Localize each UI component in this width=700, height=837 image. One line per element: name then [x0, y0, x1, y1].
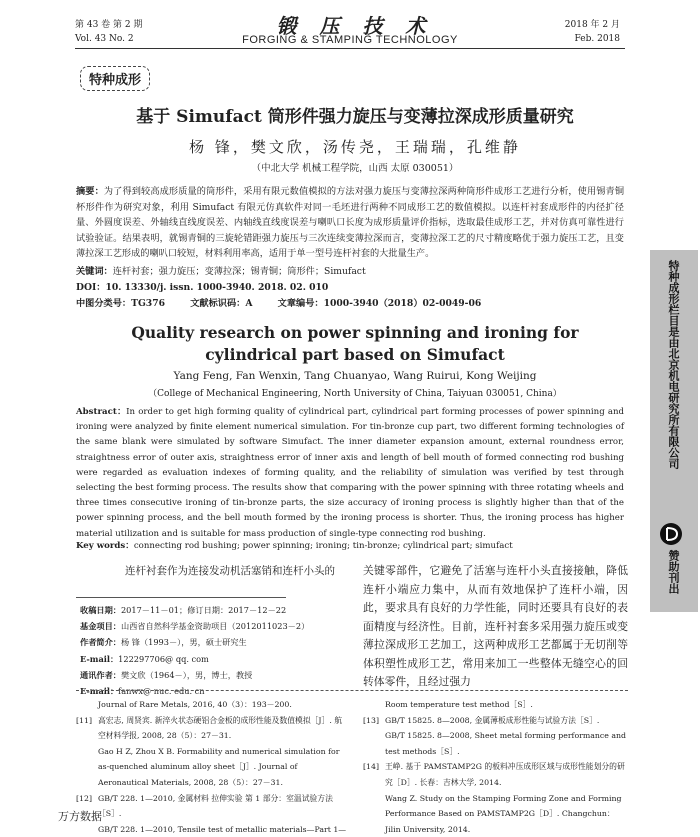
abstract-en-label: Abstract：: [76, 407, 127, 417]
article-number: 文章编号：1000-3940（2018）02-0049-06: [277, 298, 482, 309]
note-author: 作者简介：杨 锋（1993－），男，硕士研究生: [80, 637, 247, 648]
references-right: [363, 697, 628, 837]
authors-cn: 杨 锋，樊文欣，汤传尧，王瑞瑞，孔维静: [189, 138, 521, 156]
abstract-en: [76, 405, 624, 542]
reference-item: [11] 高宏志, 周贤宾. 新淬火状态硬铝合金板的成形性能及数值模拟［J］. 航空材料学报, 2008, 28（5）：27－31.: [76, 715, 343, 741]
reference-item: [12] GB/T 228. 1—2010, 金属材料 拉伸实验 第 1 部分：室温试验方法［S］.: [76, 793, 333, 819]
reference-item: Journal of Rare Metals, 2016, 40（3）：193－200.: [98, 700, 292, 709]
document-code: 文献标识码：A: [190, 298, 253, 309]
header-date: [565, 18, 620, 46]
date-cn: 2018 年 2 月: [564, 20, 620, 30]
keywords-cn-label: 关键词：: [76, 266, 113, 277]
title-cn: 基于 Simufact 筒形件强力旋压与变薄拉深成形质量研究: [136, 107, 574, 127]
note-email2: E-mail：fanwx@ nuc. edu. cn: [80, 686, 205, 697]
reference-item: GB/T 15825. 8—2008, Sheet metal forming performance and test methods［S］.: [385, 731, 627, 756]
references-left: [76, 697, 348, 837]
authors-en: Yang Feng, Fan Wenxin, Tang Chuanyao, Wang Ruirui, Kong Weijing: [173, 370, 537, 382]
reference-item: GB/T 228. 1—2010, Tensile test of metallic materials—Part 1—: [98, 824, 347, 834]
abstract-cn: [76, 184, 624, 262]
abstract-cn-text: 为了得到较高成形质量的筒形件，采用有限元数值模拟的方法对强力旋压与变薄拉深两种筒形件成形工艺进行分析，使用锡青铜杯形件作为研究对象，利用 Simufact 有限元仿真软件对同一毛坯进行两种不同成形工艺的数值模拟。以连杆衬套成形件的内径扩径量、外圆度误差、外轴线直线度误差、内轴线直线度误差与喇叭口长度为成形质量评价指标，选取最佳成形工艺，并对仿真可靠性进行试验验证。结果表明，就锡青铜的三旋轮错距强力旋压与三次连续变薄拉深而言，变薄拉深工艺的尺寸精度略优于强力旋压工艺，且变薄拉深工艺形成的喇叭口较短，材料利用率高，适用于单一型号连杆衬套的大批量生产。: [76, 186, 625, 259]
note-received: 收稿日期：2017－11－01；修订日期：2017－12－22: [80, 605, 287, 615]
volume-cn: 第 43 卷 第 2 期: [75, 20, 143, 30]
sponsor-text: 特种成形栏目是由北京机电研究所有限公司: [667, 260, 680, 469]
keywords-en: [76, 539, 624, 555]
section-tag: 特种成形: [80, 66, 150, 91]
footer-watermark: 万方数据: [58, 811, 102, 823]
abstract-cn-label: 摘要：: [76, 186, 104, 197]
affiliation-cn: （中北大学 机械工程学院，山西 太原 030051）: [251, 163, 459, 174]
body-text-left: 连杆衬套作为连接发动机活塞销和连杆小头的: [125, 565, 335, 577]
affiliation-en: （College of Mechanical Engineering, North University of China, Taiyuan 030051, China）: [148, 389, 562, 399]
footnote-rule: [76, 597, 286, 598]
header-rule: [75, 48, 625, 49]
reference-item: [14] 王峥. 基于 PAMSTAMP2G 的板料冲压成形区域与成形性能划分的研究［D］. 长春：吉林大学, 2014.: [363, 762, 625, 787]
note-fund: 基金项目：山西省自然科学基金资助项目（2012011023－2）: [80, 621, 310, 632]
clc-number: 中图分类号：TG376: [76, 298, 165, 309]
volume-en: Vol. 43 No. 2: [75, 34, 134, 44]
journal-title-en: FORGING & STAMPING TECHNOLOGY: [242, 34, 458, 46]
reference-item: Room temperature test method［S］.: [385, 700, 533, 709]
body-text-right: 关键零部件，它避免了活塞与连杆小头直接接触，降低连杆小端应力集中，从而有效地保护了连杆小端，因此，要求具有良好的力学性能，同时还要具有良好的表面精度与经济性。目前，连杆衬套多采用强力旋压或变薄拉深成形工艺加工，这两种成形工艺都属于无切削等体积塑性成形工艺，常用来加工一些整体无缝空心的回转体零件，且经过强力: [363, 564, 628, 688]
note-email1: E-mail：122297706@ qq. com: [80, 653, 209, 664]
doi: DOI：10. 13330/j. issn. 1000-3940. 2018. 02. 010: [76, 282, 329, 293]
abstract-en-text: In order to get high forming quality of cylindrical part, cylindrical part forming processes of power spinning and ironing were analyzed by finite element numerical simulation. For tin-bronze cup part, two different forming technologies of the same blank were simulated by software Simufact. The inner diameter expansion amount, external roundness error, straightness error of outer axis, straightness error of inner axis and length of bell mouth of formed connecting rod bushing were regarded as evaluation indexes of forming quality, and the reliability of simulation was verified by test through selecting the best forming process. The results show that comparing with the power spinning with three rotating wheels and three times consecutive ironing of tin-bronze parts, the size accuracy of ironing process is slightly higher than that of the power spinning process, and the bell mouth formed by the ironing process is shorter. Thus, the ironing process has higher material utilization and is suitable for mass production of single-type connecting rod bushing.: [76, 407, 624, 539]
classification: [76, 296, 624, 312]
reference-item: [13] GB/T 15825. 8—2008, 金属薄板成形性能与试验方法［S］.: [363, 715, 600, 725]
sponsor-logo-icon: [659, 522, 683, 546]
sponsor-text-2: 赞助刊出: [667, 550, 680, 594]
date-en: Feb. 2018: [574, 34, 620, 44]
keywords-en-label: Key words：: [76, 541, 134, 551]
title-en: Quality research on power spinning and ironing for cylindrical part based on Simufact: [131, 323, 579, 364]
footnotes: [80, 602, 350, 699]
reference-item: Gao H Z, Zhou X B. Formability and numerical simulation for as-quenched aluminum alloy sheet［J］. Journal of Aeronautical Materials, 2008, 28（5）：27－31.: [98, 746, 340, 787]
keywords-cn: [76, 264, 624, 280]
reference-divider: [76, 690, 628, 691]
keywords-en-text: connecting rod bushing; power spinning; ironing; tin-bronze; cylindrical part; simufact: [133, 541, 513, 551]
journal-title-cn: 锻 压 技 术: [276, 14, 434, 38]
keywords-cn-text: 连杆衬套；强力旋压；变薄拉深；锡青铜；筒形件；Simufact: [112, 266, 366, 277]
reference-item: Wang Z. Study on the Stamping Forming Zone and Forming Performance Based on PAMSTAMP2G［D］. Changchun：Jilin University, 2014.: [385, 793, 622, 834]
header-volume: [75, 18, 142, 46]
note-corresponding: 通讯作者：樊文欣（1964－），男，博士，教授: [80, 669, 253, 680]
